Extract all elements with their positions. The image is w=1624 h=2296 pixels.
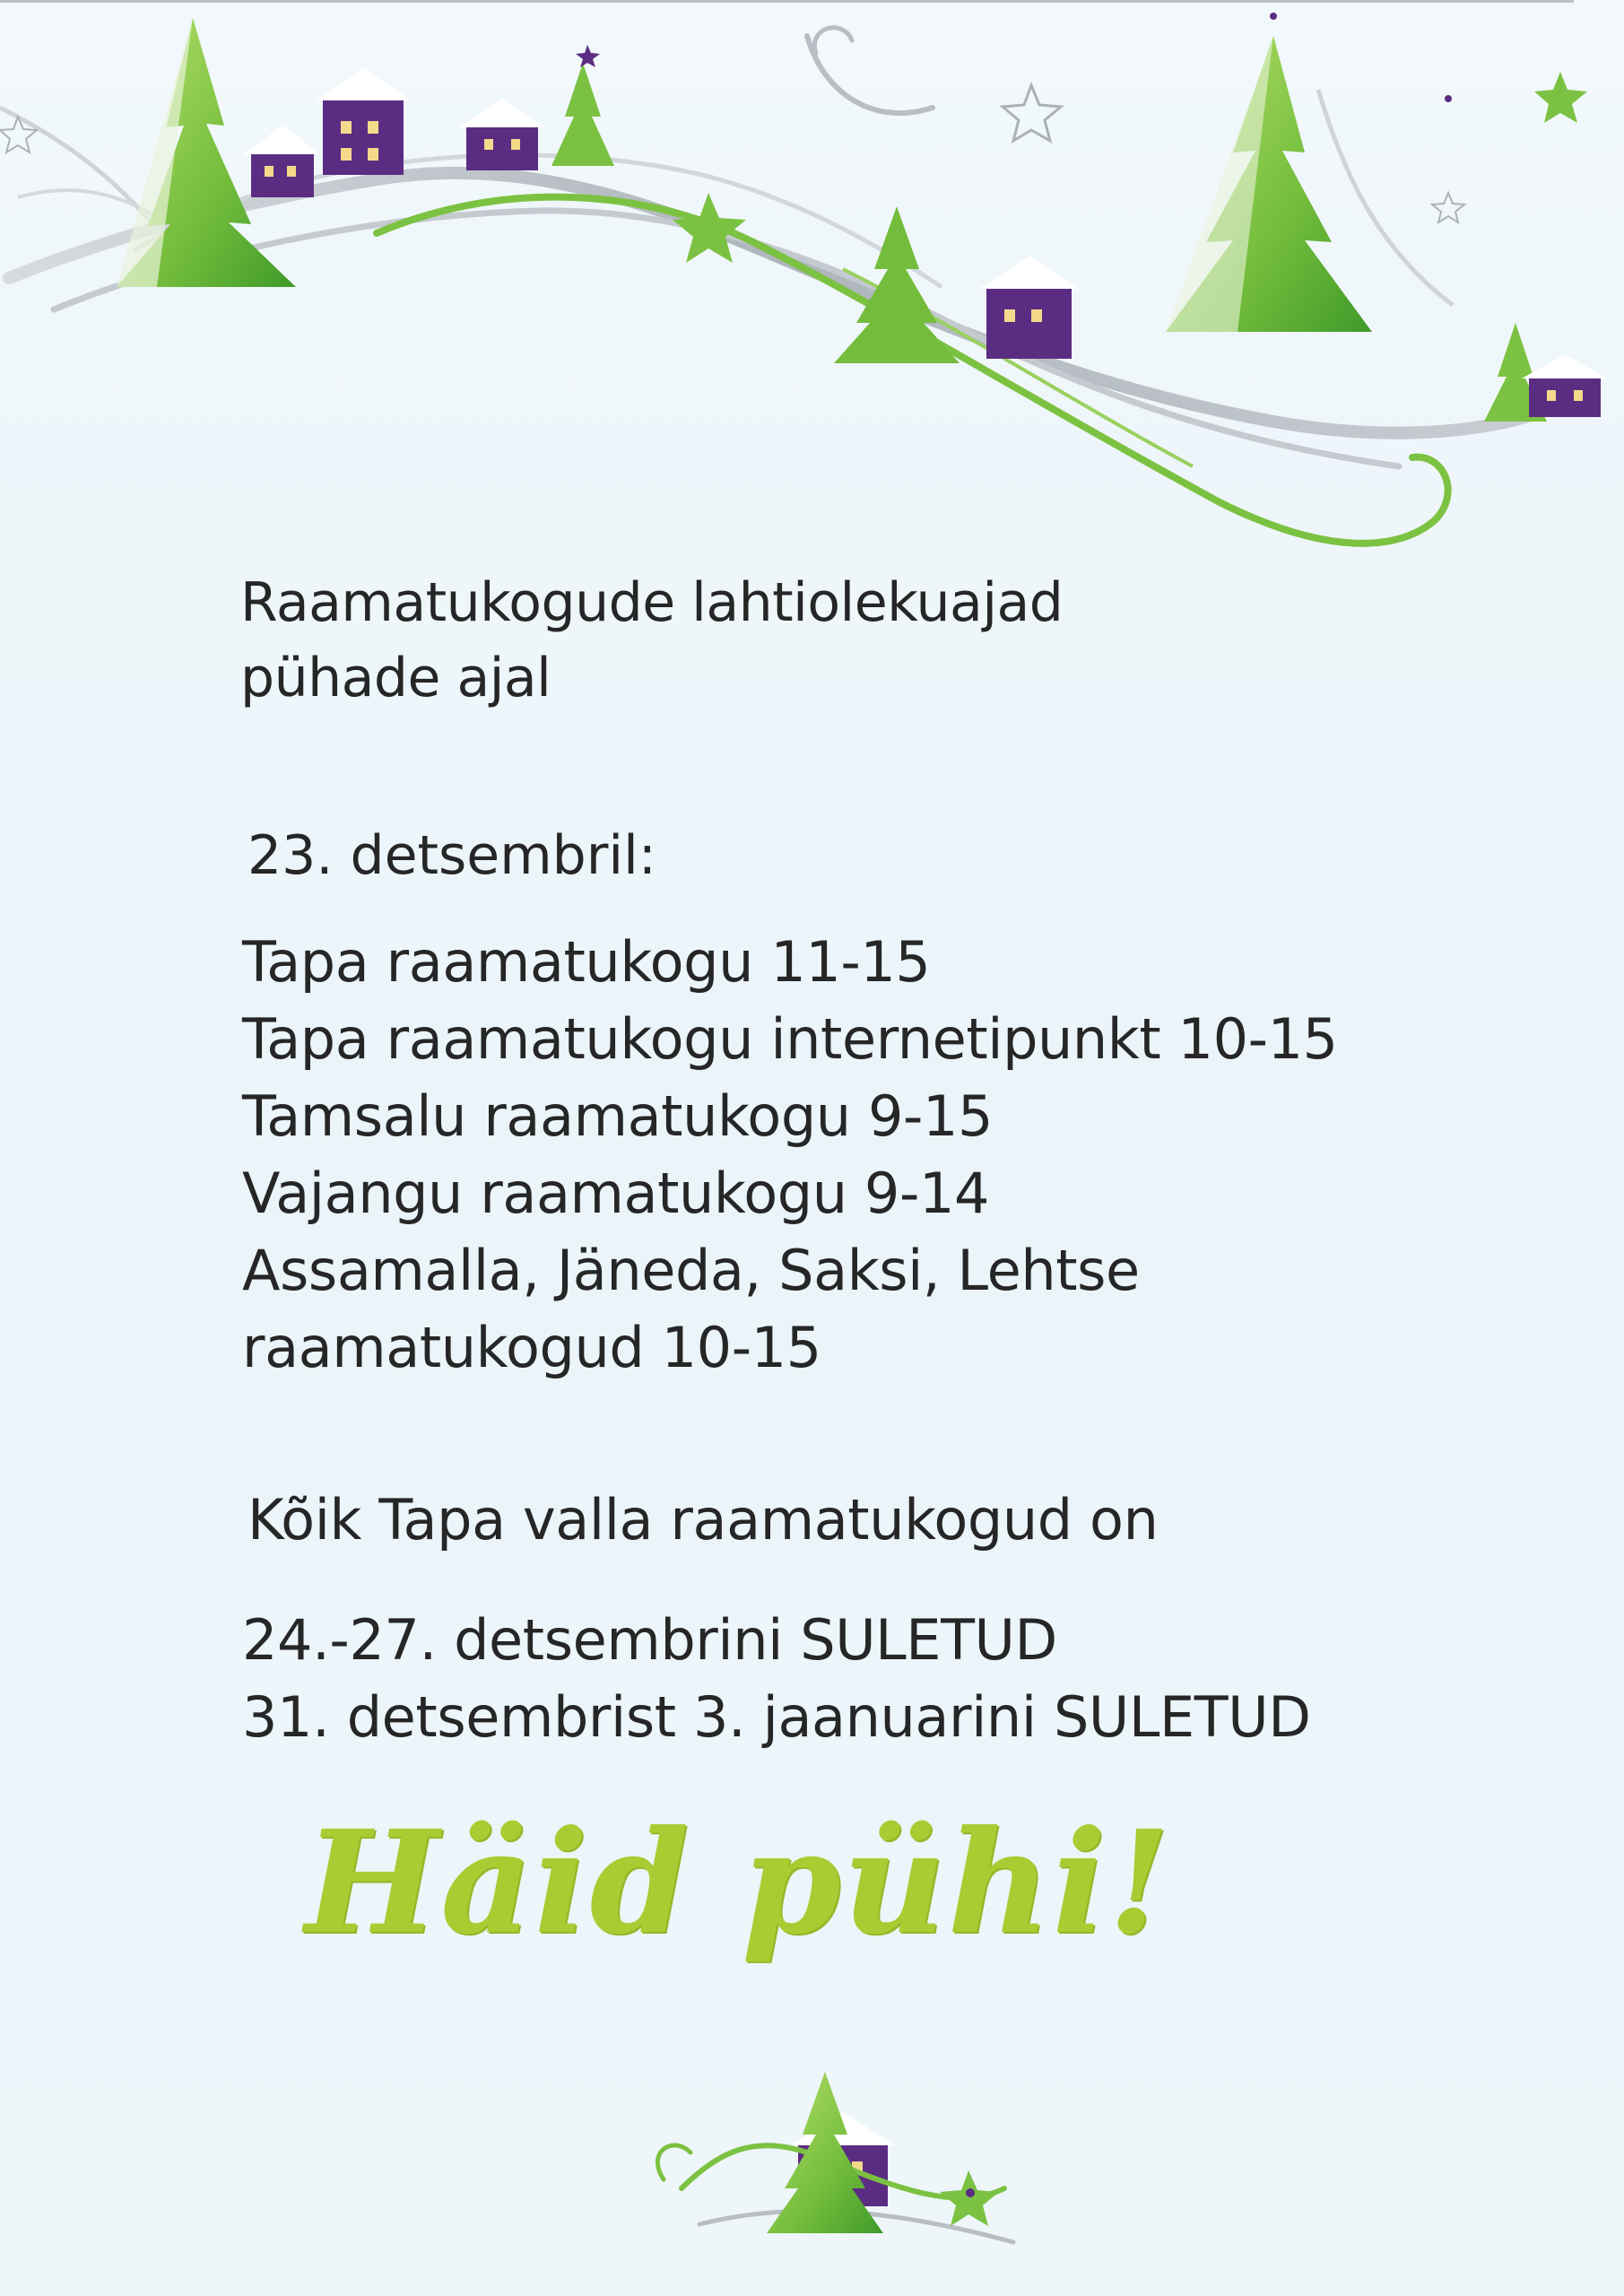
- bottom-winter-scene: [657, 2072, 1013, 2242]
- hours-item: Tapa raamatukogu internetipunkt 10-15: [242, 1006, 1338, 1072]
- hours-item: Vajangu raamatukogu 9-14: [242, 1161, 990, 1226]
- closed-item: 31. detsembrist 3. jaanuarini SULETUD: [242, 1684, 1311, 1750]
- hours-item: Assamalla, Jäneda, Saksi, Lehtse: [242, 1238, 1140, 1303]
- closed-heading: Kõik Tapa valla raamatukogud on: [248, 1487, 1159, 1552]
- opening-hours-list: [242, 924, 1338, 1387]
- hours-item: Tapa raamatukogu 11-15: [242, 929, 931, 995]
- schedule-date-heading: 23. detsembril:: [248, 824, 656, 887]
- top-stars: [0, 13, 1587, 263]
- closed-dates-list: [242, 1602, 1311, 1756]
- hours-item: raamatukogud 10-15: [242, 1315, 821, 1380]
- hours-item: Tamsalu raamatukogu 9-15: [242, 1083, 994, 1149]
- holiday-greeting: Häid pühi!: [305, 1800, 1172, 1966]
- title-line-1: Raamatukogude lahtiolekuajad: [240, 571, 1064, 634]
- title-line-2: pühade ajal: [240, 647, 551, 709]
- closed-item: 24.-27. detsembrini SULETUD: [242, 1607, 1057, 1673]
- page-title: [240, 565, 1063, 716]
